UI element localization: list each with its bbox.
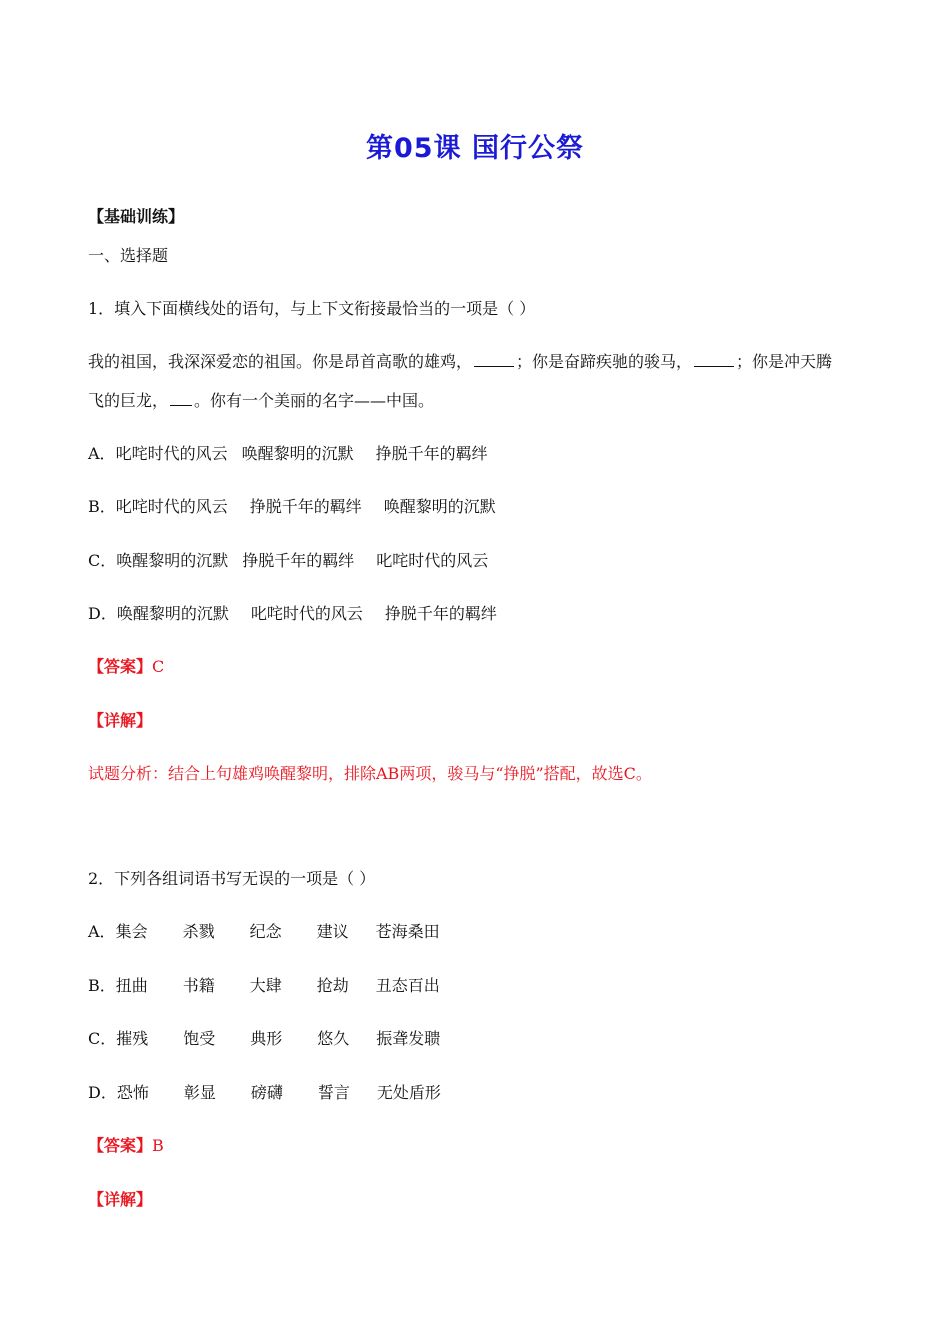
option-label: A． <box>88 922 116 941</box>
option-item: 饱受 <box>183 1029 216 1048</box>
section-heading: 【基础训练】 <box>88 207 185 226</box>
q1-analysis: 试题分析：结合上句雄鸡唤醒黎明，排除AB两项，骏马与“挣脱”搭配，故选C。 <box>88 764 652 783</box>
option-item: 唤醒黎明的沉默 <box>116 551 229 570</box>
option-item: 挣脱千年的羁绊 <box>249 497 362 516</box>
q1-detail-label: 【详解】 <box>88 711 153 730</box>
option-item: 大肆 <box>249 976 282 995</box>
option-item: 叱咤时代的风云 <box>250 604 363 623</box>
q2-option-c <box>88 1029 440 1049</box>
option-item: 叱咤时代的风云 <box>376 551 489 570</box>
q1-passage-line1 <box>88 352 832 372</box>
option-item: 振聋发聩 <box>376 1029 441 1048</box>
option-label: B． <box>88 497 116 516</box>
option-item: 挣脱千年的羁绊 <box>384 604 497 623</box>
option-item: 抢劫 <box>316 976 349 995</box>
q1-passage-text: 我的祖国，我深深爱恋的祖国。你是昂首高歌的雄鸡， <box>88 352 473 371</box>
q1-option-c <box>88 551 488 571</box>
q1-option-a <box>88 444 488 464</box>
option-item: 摧残 <box>116 1029 149 1048</box>
q1-stem: 1．填入下面横线处的语句，与上下文衔接最恰当的一项是（ ） <box>88 299 536 318</box>
option-item: 杀戮 <box>182 922 215 941</box>
option-item: 丑态百出 <box>375 976 440 995</box>
option-item: 唤醒黎明的沉默 <box>241 444 354 463</box>
option-item: 叱咤时代的风云 <box>115 444 228 463</box>
option-label: B． <box>88 976 116 995</box>
option-item: 纪念 <box>249 922 282 941</box>
page-title: 第05课 国行公祭 <box>366 133 584 164</box>
q1-blank-1 <box>474 365 514 367</box>
option-item: 建议 <box>316 922 349 941</box>
q1-answer <box>88 657 164 677</box>
option-item: 悠久 <box>317 1029 350 1048</box>
q1-passage-line2 <box>88 391 434 411</box>
option-item: 书籍 <box>182 976 215 995</box>
option-label: D． <box>88 604 117 623</box>
answer-value: C <box>152 657 165 676</box>
option-item: 誓言 <box>317 1083 350 1102</box>
q1-passage-text: ；你是奋蹄疾驰的骏马， <box>516 352 693 371</box>
q2-option-d <box>88 1083 441 1103</box>
option-item: 苍海桑田 <box>375 922 440 941</box>
option-item: 磅礴 <box>250 1083 283 1102</box>
option-label: C． <box>88 1029 117 1048</box>
option-item: 典形 <box>250 1029 283 1048</box>
option-item: 叱咤时代的风云 <box>115 497 228 516</box>
part-heading: 一、选择题 <box>88 246 169 265</box>
option-item: 挣脱千年的羁绊 <box>375 444 488 463</box>
q1-option-b <box>88 497 496 517</box>
q1-blank-2 <box>694 365 734 367</box>
q1-blank-3 <box>170 404 192 406</box>
answer-value: B <box>152 1136 164 1155</box>
option-item: 无处盾形 <box>376 1083 441 1102</box>
q2-stem: 2．下列各组词语书写无误的一项是（ ） <box>88 869 376 888</box>
q2-answer <box>88 1136 164 1156</box>
q1-passage-text: ；你是冲天腾 <box>736 352 833 371</box>
answer-label: 【答案】 <box>88 657 153 676</box>
option-item: 彰显 <box>183 1083 216 1102</box>
option-item: 唤醒黎明的沉默 <box>116 604 229 623</box>
q2-detail-label: 【详解】 <box>88 1190 153 1209</box>
option-item: 唤醒黎明的沉默 <box>383 497 496 516</box>
q1-passage-text: 飞的巨龙， <box>88 391 169 410</box>
q1-option-d <box>88 604 497 624</box>
answer-label: 【答案】 <box>88 1136 153 1155</box>
option-item: 恐怖 <box>116 1083 149 1102</box>
option-item: 扭曲 <box>115 976 148 995</box>
option-item: 集会 <box>115 922 148 941</box>
option-label: D． <box>88 1083 117 1102</box>
q1-passage-text: 。你有一个美丽的名字——中国。 <box>194 391 435 410</box>
option-label: C． <box>88 551 117 570</box>
option-item: 挣脱千年的羁绊 <box>242 551 355 570</box>
q2-option-a <box>88 922 440 942</box>
q2-option-b <box>88 976 440 996</box>
option-label: A． <box>88 444 116 463</box>
